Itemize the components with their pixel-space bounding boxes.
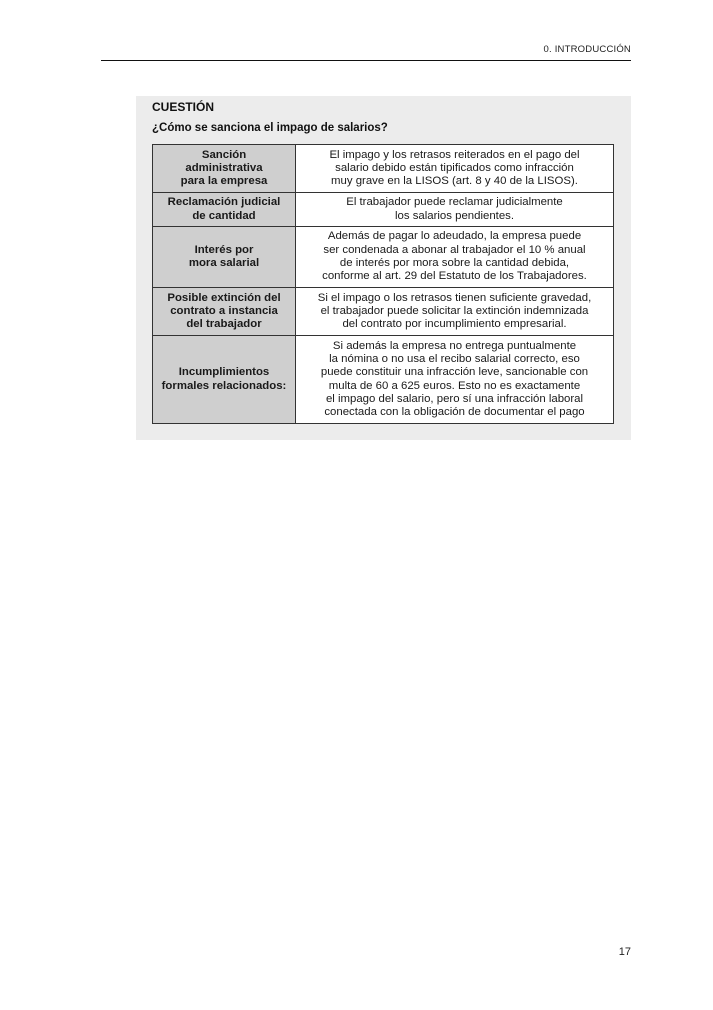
label-line: Sanción [201, 148, 247, 161]
row-text-formal-breaches [296, 336, 614, 424]
table-row [153, 193, 614, 227]
running-header: 0. INTRODUCCIÓN [543, 44, 631, 55]
row-label-contract-termination [153, 288, 296, 336]
table-row [153, 145, 614, 193]
text-line: la nómina o no usa el recibo salarial correcto, eso [329, 352, 580, 365]
sanctions-table [152, 144, 614, 424]
text-line: el impago del salario, pero sí una infracción laboral [325, 392, 584, 405]
label-line: contrato a instancia [170, 304, 278, 317]
row-text-late-payment-interest [296, 227, 614, 288]
text-line: muy grave en la LISOS (art. 8 y 40 de la LISOS). [331, 175, 578, 188]
label-line: formales relacionados: [161, 379, 287, 392]
table-row [153, 336, 614, 424]
text-line: el trabajador puede solicitar la extinción indemnizada [320, 304, 589, 317]
table-row [153, 288, 614, 336]
label-line: Posible extinción del [167, 291, 281, 304]
label-line: Incumplimientos [178, 366, 270, 379]
label-line: administrativa [185, 161, 263, 174]
text-line: conforme al art. 29 del Estatuto de los Trabajadores. [322, 270, 587, 283]
text-line: ser condenada a abonar al trabajador el 10 % anual [323, 243, 586, 256]
text-line: Además de pagar lo adeudado, la empresa puede [327, 230, 582, 243]
label-line: Reclamación judicial [167, 196, 281, 209]
table-row [153, 227, 614, 288]
text-line: El impago y los retrasos reiterados en el pago del [329, 148, 580, 161]
text-line: Si además la empresa no entrega puntualmente [332, 339, 577, 352]
row-label-formal-breaches [153, 336, 296, 424]
text-line: del contrato por incumplimiento empresarial. [342, 318, 567, 331]
page-number: 17 [618, 946, 631, 958]
label-line: Interés por [194, 243, 254, 256]
text-line: salario debido están tipificados como infracción [335, 161, 574, 174]
label-line: para la empresa [180, 175, 268, 188]
row-text-judicial-claim [296, 193, 614, 227]
text-line: El trabajador puede reclamar judicialmente [346, 196, 563, 209]
label-line: mora salarial [188, 257, 260, 269]
box-question: ¿Cómo se sanciona el impago de salarios? [152, 122, 388, 134]
label-line: de cantidad [192, 209, 256, 222]
box-heading: CUESTIÓN [152, 100, 215, 114]
row-text-contract-termination [296, 288, 614, 336]
row-label-judicial-claim [153, 193, 296, 227]
text-line: multa de 60 a 625 euros. Esto no es exactamente [328, 379, 581, 392]
row-label-late-payment-interest [153, 227, 296, 288]
text-line: Si el impago o los retrasos tienen suficiente gravedad, [317, 291, 592, 304]
text-line: conectada con la obligación de documentar el pago [324, 406, 585, 419]
text-line: los salarios pendientes. [394, 209, 515, 222]
row-text-administrative-sanction [296, 145, 614, 193]
header-rule [101, 60, 631, 61]
label-line: del trabajador [186, 318, 262, 331]
text-line: de interés por mora sobre la cantidad debida, [339, 257, 570, 269]
text-line: puede constituir una infracción leve, sancionable con [320, 366, 589, 379]
row-label-administrative-sanction [153, 145, 296, 193]
